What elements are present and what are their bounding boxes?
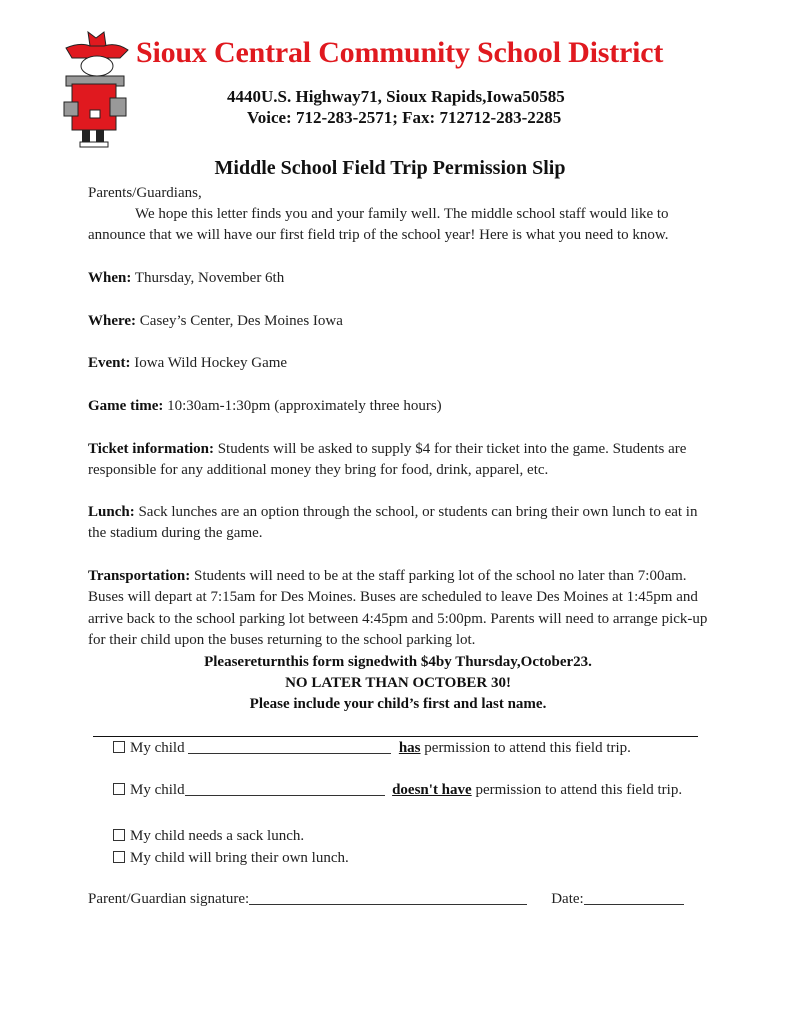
- detail-game-time: [88, 396, 708, 417]
- salutation: Parents/Guardians,: [88, 185, 202, 201]
- detail-ticket: [88, 439, 708, 482]
- detail-label: Event:: [88, 355, 131, 371]
- child-name-field[interactable]: [185, 781, 385, 796]
- signature-label: Parent/Guardian signature:: [88, 891, 250, 907]
- date-label: Date:: [551, 891, 584, 907]
- signature-field[interactable]: [249, 890, 527, 905]
- checkbox[interactable]: [113, 741, 125, 753]
- option-no-permission[interactable]: [113, 780, 683, 801]
- deadline-notice: NO LATER THAN OCTOBER 30!: [285, 675, 511, 691]
- option-text: permission to attend this field trip.: [471, 782, 683, 798]
- option-text: My child will bring their own lunch.: [130, 850, 349, 866]
- name-notice: Please include your child’s first and last name.: [249, 696, 547, 712]
- document-title: Middle School Field Trip Permission Slip: [214, 157, 566, 179]
- district-address: 4440U.S. Highway71, Sioux Rapids,Iowa50585: [227, 87, 565, 106]
- detail-event: [88, 353, 708, 374]
- detail-label: Transportation:: [88, 568, 191, 584]
- detail-label: Game time:: [88, 398, 164, 414]
- checkbox[interactable]: [113, 829, 125, 841]
- detail-value: Thursday, November 6th: [131, 270, 285, 286]
- detail-label: Ticket information:: [88, 441, 214, 457]
- signature-row: [88, 889, 728, 910]
- option-text: My child: [130, 782, 185, 798]
- district-name: Sioux Central Community School District: [136, 36, 664, 69]
- option-text: permission to attend this field trip.: [420, 740, 631, 756]
- detail-value: 10:30am-1:30pm (approximately three hours): [163, 398, 442, 414]
- option-text: My child needs a sack lunch.: [130, 828, 305, 844]
- detail-when: [88, 268, 708, 289]
- detail-value: Students will be asked to supply $4 for their ticket into the game. Students are responsible for any additional money they bring for food, drink, apparel, etc.: [88, 441, 687, 479]
- option-emphasis: doesn't have: [392, 782, 472, 798]
- mascot-logo: [60, 28, 132, 150]
- date-field[interactable]: [584, 890, 684, 905]
- detail-lunch: [88, 502, 708, 545]
- detail-where: [88, 311, 708, 332]
- option-sack-lunch[interactable]: [113, 826, 733, 847]
- option-has-permission[interactable]: [113, 738, 693, 759]
- detail-value: Students will need to be at the staff parking lot of the school no later than 7:00am. Buses will depart at 7:15am for Des Moines. Buses are scheduled to leave Des Moines at 1:45pm and arrive back to the school parking lot between 4:45pm and 5:00pm. Parents will need to arrange pick-up for their child upon the buses returning to the school parking lot.: [88, 568, 708, 649]
- detail-label: When:: [88, 270, 132, 286]
- detail-label: Where:: [88, 313, 137, 329]
- detail-value: Iowa Wild Hockey Game: [130, 355, 288, 371]
- detail-label: Lunch:: [88, 504, 135, 520]
- divider: [93, 736, 698, 737]
- detail-value: Casey’s Center, Des Moines Iowa: [136, 313, 343, 329]
- intro-paragraph: We hope this letter finds you and your family well. The middle school staff would like to announce that we will have our first field trip of the school year! Here is what you need to know.: [88, 206, 669, 244]
- checkbox[interactable]: [113, 851, 125, 863]
- child-name-field[interactable]: [188, 739, 391, 754]
- district-phone: Voice: 712-283-2571; Fax: 712712-283-2285: [247, 108, 562, 127]
- option-emphasis: has: [398, 740, 421, 756]
- option-text: My child: [130, 740, 189, 756]
- detail-transportation: [88, 566, 708, 652]
- checkbox[interactable]: [113, 783, 125, 795]
- detail-value: Sack lunches are an option through the school, or students can bring their own lunch to eat in the stadium during the game.: [88, 504, 698, 542]
- option-own-lunch[interactable]: [113, 848, 733, 869]
- return-notice: Pleasereturnthis form signedwith $4by Thursday,October23.: [204, 654, 592, 670]
